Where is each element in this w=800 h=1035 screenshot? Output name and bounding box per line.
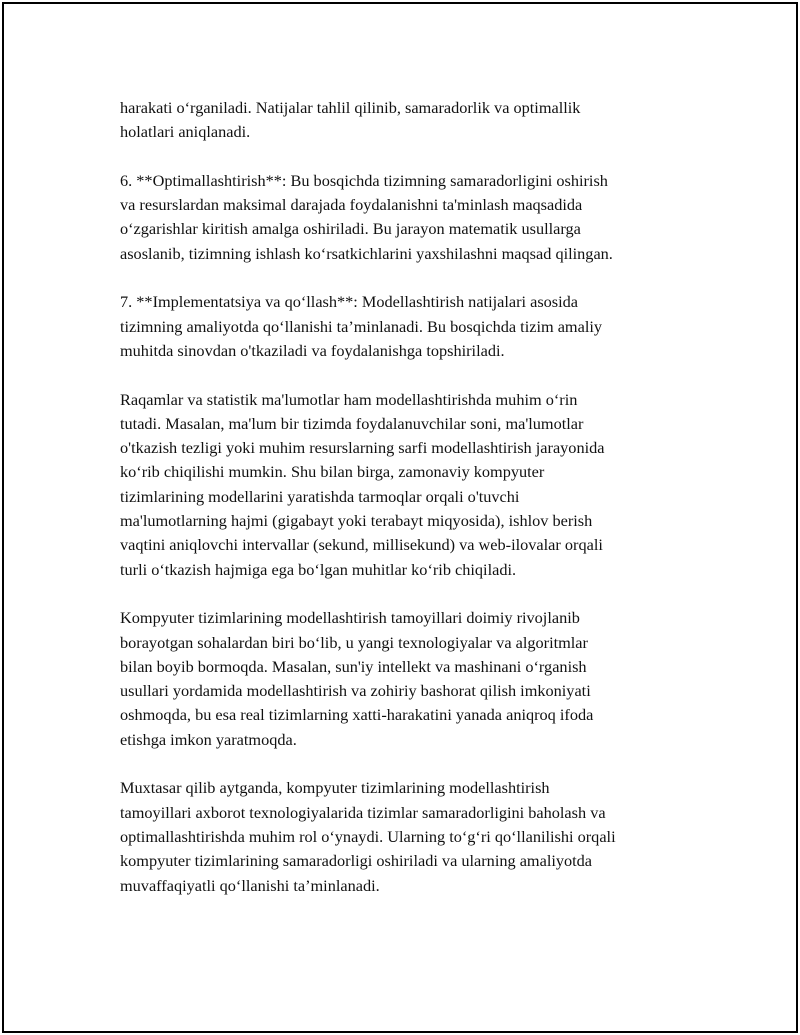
text-line: oshmoqda, bu esa real tizimlarning xatti-harakatini yanada aniqroq ifoda [120,705,594,725]
page-frame [2,2,798,1033]
text-line: vaqtini aniqlovchi intervallar (sekund, millisekund) va web-ilovalar orqali [120,535,603,555]
text-line: optimallashtirishda muhim rol o‘ynaydi. Ularning to‘g‘ri qo‘llanilishi orqali [120,826,616,846]
text-line: ko‘rib chiqilishi mumkin. Shu bilan birga, zamonaviy kompyuter [120,462,545,482]
text-line: ma'lumotlarning hajmi (gigabayt yoki terabayt miqyosida), ishlov berish [120,511,593,531]
text-line: tamoyillari axborot texnologiyalarida tizimlar samaradorligini baholash va [120,802,606,822]
paragraph-4 [120,388,695,582]
paragraph-5 [120,606,695,752]
text-line: muvaffaqiyatli qo‘llanishi ta’minlanadi. [120,875,380,895]
paragraph-1 [120,96,695,145]
text-line: tutadi. Masalan, ma'lum bir tizimda foydalanuvchilar soni, ma'lumotlar [120,413,584,433]
text-line: muhitda sinovdan o'tkaziladi va foydalanishga topshiriladi. [120,340,505,360]
document-body [120,96,695,922]
text-line: kompyuter tizimlarining samaradorligi oshiriladi va ularning amaliyotda [120,851,593,871]
text-line: bilan boyib bormoqda. Masalan, sun'iy intellekt va mashinani o‘rganish [120,656,587,676]
text-line: Raqamlar va statistik ma'lumotlar ham modellashtirishda muhim o‘rin [120,389,578,409]
text-line: 6. **Optimallashtirish**: Bu bosqichda tizimning samaradorligini oshirish [120,170,608,190]
text-line: etishga imkon yaratmoqda. [120,729,297,749]
text-line: tizimlarining modellarini yaratishda tarmoqlar orqali o'tuvchi [120,486,520,506]
text-line: asoslanib, tizimning ishlash ko‘rsatkichlarini yaxshilashni maqsad qilingan. [120,243,613,263]
text-line: turli o‘tkazish hajmiga ega bo‘lgan muhitlar ko‘rib chiqiladi. [120,559,517,579]
text-line: usullari yordamida modellashtirish va zohiriy bashorat qilish imkoniyati [120,681,591,701]
paragraph-2 [120,169,695,266]
text-line: tizimning amaliyotda qo‘llanishi ta’minlanadi. Bu bosqichda tizim amaliy [120,316,603,336]
text-line: Muxtasar qilib aytganda, kompyuter tizimlarining modellashtirish [120,778,550,798]
text-line: o'tkazish tezligi yoki muhim resurslarning sarfi modellashtirish jarayonida [120,438,605,458]
text-line: holatlari aniqlanadi. [120,122,251,142]
text-line: Kompyuter tizimlarining modellashtirish tamoyillari doimiy rivojlanib [120,608,580,628]
text-line: 7. **Implementatsiya va qo‘llash**: Modellashtirish natijalari asosida [120,292,579,312]
paragraph-6 [120,776,695,897]
paragraph-3 [120,290,695,363]
text-line: o‘zgarishlar kiritish amalga oshiriladi. Bu jarayon matematik usullarga [120,219,581,239]
text-line: harakati o‘rganiladi. Natijalar tahlil qilinib, samaradorlik va optimallik [120,98,581,117]
text-line: va resurslardan maksimal darajada foydalanishni ta'minlash maqsadida [120,195,583,215]
text-line: borayotgan sohalardan biri bo‘lib, u yangi texnologiyalar va algoritmlar [120,632,588,652]
